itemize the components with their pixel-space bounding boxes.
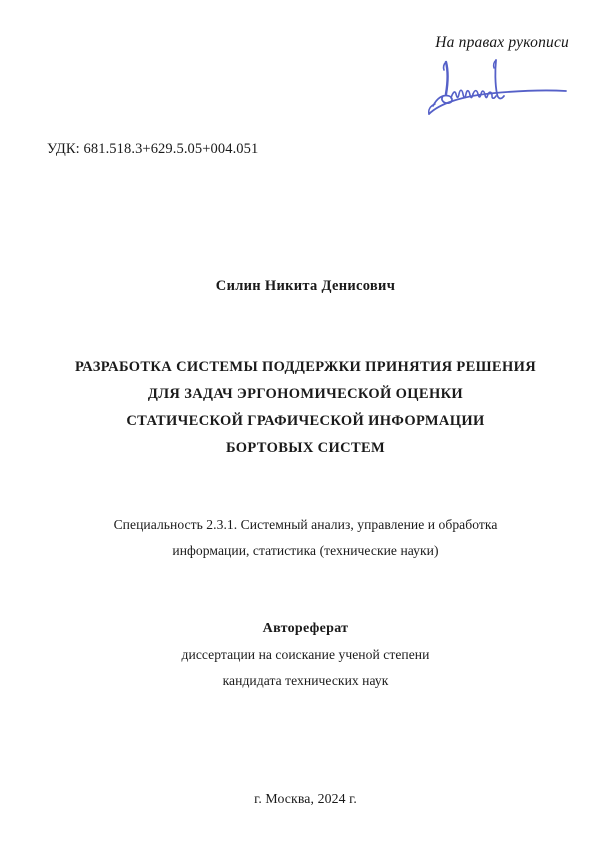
author-name: Силин Никита Денисович (215, 278, 396, 294)
specialty-line: Специальность 2.3.1. Системный анализ, управление и обработка (113, 517, 498, 532)
abstract-block (0, 616, 611, 694)
abstract-line: кандидата технических наук (222, 673, 389, 688)
place-and-year: г. Москва, 2024 г. (254, 791, 357, 806)
signature-wrap (315, 58, 575, 116)
page-title (0, 354, 611, 462)
specialty-block (0, 512, 611, 564)
specialty-line: информации, статистика (технические науки) (172, 543, 439, 558)
manuscript-note: На правах рукописи (435, 34, 569, 51)
title-line: СТАТИЧЕСКОЙ ГРАФИЧЕСКОЙ ИНФОРМАЦИИ (126, 413, 485, 429)
title-line: ДЛЯ ЗАДАЧ ЭРГОНОМИЧЕСКОЙ ОЦЕНКИ (147, 386, 464, 402)
udk-code: УДК: 681.518.3+629.5.05+004.051 (47, 141, 259, 157)
title-line: БОРТОВЫХ СИСТЕМ (225, 440, 386, 456)
handwritten-signature-icon (425, 58, 575, 116)
manuscript-block (315, 34, 575, 116)
abstract-line: диссертации на соискание ученой степени (181, 647, 430, 662)
abstract-heading: Автореферат (262, 621, 349, 636)
title-line: РАЗРАБОТКА СИСТЕМЫ ПОДДЕРЖКИ ПРИНЯТИЯ РЕШЕНИЯ (74, 359, 537, 375)
